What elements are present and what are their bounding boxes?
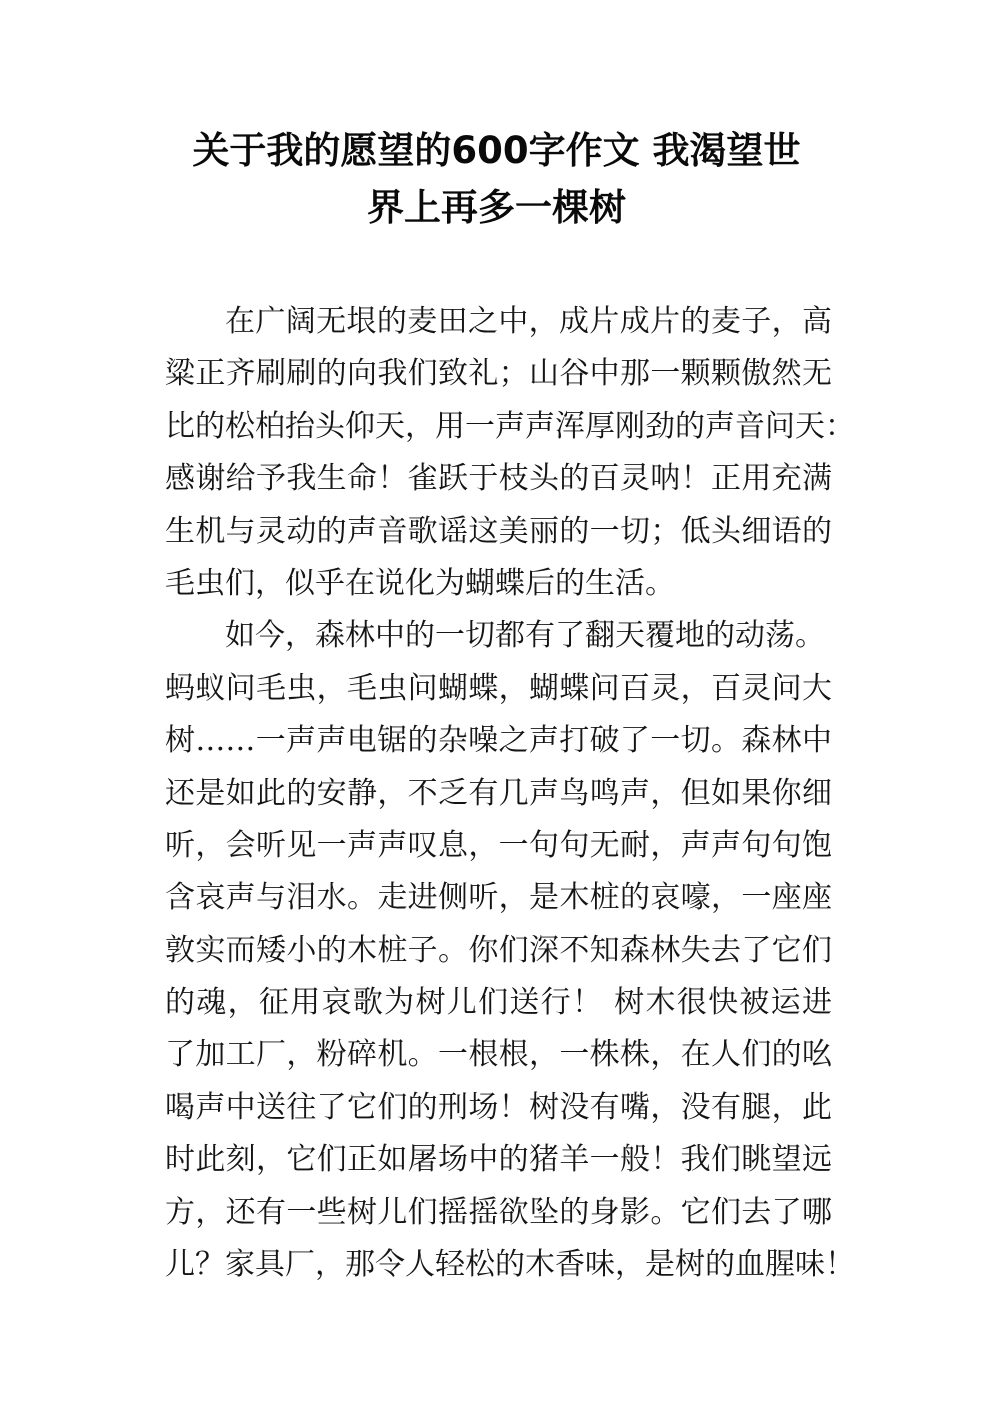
text-line: 树……一声声电锯的杂噪之声打破了一切。森林中 bbox=[165, 723, 832, 759]
text-line: 感谢给予我生命！雀跃于枝头的百灵呐！正用充满 bbox=[165, 461, 832, 497]
text-line: 敦实而矮小的木桩子。你们深不知森林失去了它们 bbox=[165, 932, 832, 968]
text-line: 方，还有一些树儿们摇摇欲坠的身影。它们去了哪 bbox=[165, 1194, 832, 1230]
text-line: 喝声中送往了它们的刑场！树没有嘴，没有腿，此 bbox=[165, 1089, 832, 1125]
essay-body bbox=[165, 296, 855, 1291]
text-line: 还是如此的安静，不乏有几声鸟鸣声，但如果你细 bbox=[165, 775, 832, 811]
text-line: 毛虫们，似乎在说化为蝴蝶后的生活。 bbox=[165, 565, 675, 601]
text-line: 含哀声与泪水。走进侧听，是木桩的哀嚎，一座座 bbox=[165, 880, 832, 916]
text-line: 在广阔无垠的麦田之中，成片成片的麦子，高 bbox=[225, 304, 832, 339]
paragraph-2 bbox=[165, 610, 855, 1291]
text-line: 生机与灵动的声音歌谣这美丽的一切；低头细语的 bbox=[165, 513, 832, 549]
title-line: 关于我的愿望的600字作文 我渴望世 bbox=[192, 129, 801, 172]
paragraph-1 bbox=[165, 296, 855, 610]
document-title bbox=[120, 122, 873, 236]
text-line: 如今，森林中的一切都有了翻天覆地的动荡。 bbox=[225, 618, 825, 654]
text-line: 比的松柏抬头仰天，用一声声浑厚刚劲的声音问天： bbox=[165, 408, 855, 444]
text-line: 蚂蚁问毛虫，毛虫问蝴蝶，蝴蝶问百灵，百灵问大 bbox=[165, 670, 832, 706]
text-line: 的魂，征用哀歌为树儿们送行！ 树木很快被运进 bbox=[165, 985, 832, 1021]
title-line: 界上再多一棵树 bbox=[367, 186, 626, 229]
text-line: 听，会听见一声声叹息，一句句无耐，声声句句饱 bbox=[165, 827, 832, 863]
text-line: 时此刻，它们正如屠场中的猪羊一般！我们眺望远 bbox=[165, 1142, 832, 1178]
text-line: 儿？家具厂，那令人轻松的木香味，是树的血腥味！ bbox=[165, 1247, 855, 1283]
text-line: 粱正齐刷刷的向我们致礼；山谷中那一颗颗傲然无 bbox=[165, 356, 832, 392]
text-line: 了加工厂，粉碎机。一根根，一株株，在人们的吆 bbox=[165, 1037, 832, 1073]
